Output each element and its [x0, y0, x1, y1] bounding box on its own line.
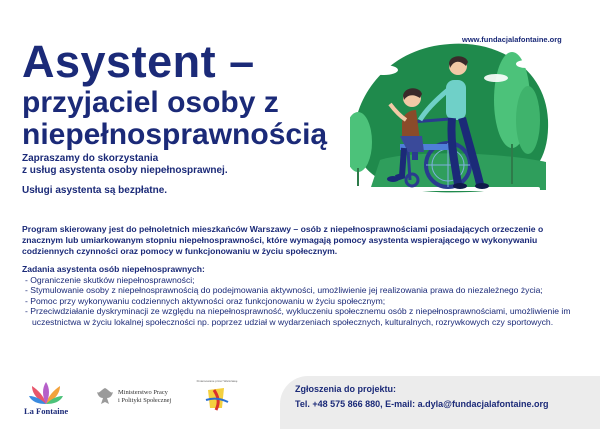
eagle-emblem-icon: [95, 386, 115, 408]
invite-line-1: Zapraszamy do skorzystania: [22, 153, 159, 164]
title-line-1: Asystent –: [22, 36, 255, 87]
title-line-3: niepełnosprawnością: [22, 118, 328, 151]
free-note: Usługi asystenta są bezpłatne.: [22, 185, 168, 196]
title-line-2: przyjaciel osoby z: [22, 86, 279, 119]
list-item: - Ograniczenie skutków niepełnosprawności;: [25, 275, 195, 285]
ministry-line-2: i Polityki Społecznej: [118, 396, 172, 404]
invite-text: [22, 153, 352, 177]
ministry-logo-text: [118, 389, 171, 404]
contact-info[interactable]: Tel. +48 575 866 880, E-mail: a.dyla@fundacjalafontaine.org: [295, 399, 549, 409]
tasks-list: [22, 275, 582, 327]
page-title: [22, 36, 328, 151]
warsaw-logo-caption: Finansowane przez Warszawę: [196, 379, 238, 383]
ministry-line-1: Ministerstwo Pracy: [118, 389, 168, 396]
list-item: - Pomoc przy wykonywaniu codziennych aktywności oraz funkcjonowaniu w życiu społecznym;: [25, 295, 386, 306]
website-url[interactable]: www.fundacjalafontaine.org: [462, 35, 562, 44]
la-fontaine-logo-text: La Fontaine: [24, 406, 69, 416]
applications-heading: Zgłoszenia do projektu:: [295, 384, 397, 394]
tasks-heading: Zadania asystenta osób niepełnosprawnych:: [22, 264, 205, 274]
assistant-wheelchair-illustration: [350, 40, 550, 210]
warsaw-logo-icon: [200, 380, 234, 416]
invite-line-2: z usług asystenta osoby niepełnosprawnej.: [22, 165, 228, 176]
list-item: - Stymulowanie osoby z niepełnosprawnością do podejmowania aktywności, umożliwienie jej realizowania prawa do niezależnego życia;: [25, 285, 543, 296]
program-description: Program skierowany jest do pełnoletnich mieszkańców Warszawy – osób z niepełnosprawnościami posiadających orzeczenie o znacznym lub umiarkowanym stopniu niepełnosprawności, które wymagają pomocy asystenta wspierającego w wykonywaniu codziennych czynności oraz pomocy w funkcjonowaniu w życiu społecznym.: [22, 224, 544, 256]
list-item: - Przeciwdziałanie dyskryminacji ze względu na niepełnosprawność, wykluczeniu społecznemu osób z niepełnosprawnościami, umożliwienie im uczestnictwa w życiu lokalnej społeczności np. poprzez udział w wydarzeniach społecznych, kulturalnych, rozrywkowych czy sportowych.: [25, 306, 571, 327]
